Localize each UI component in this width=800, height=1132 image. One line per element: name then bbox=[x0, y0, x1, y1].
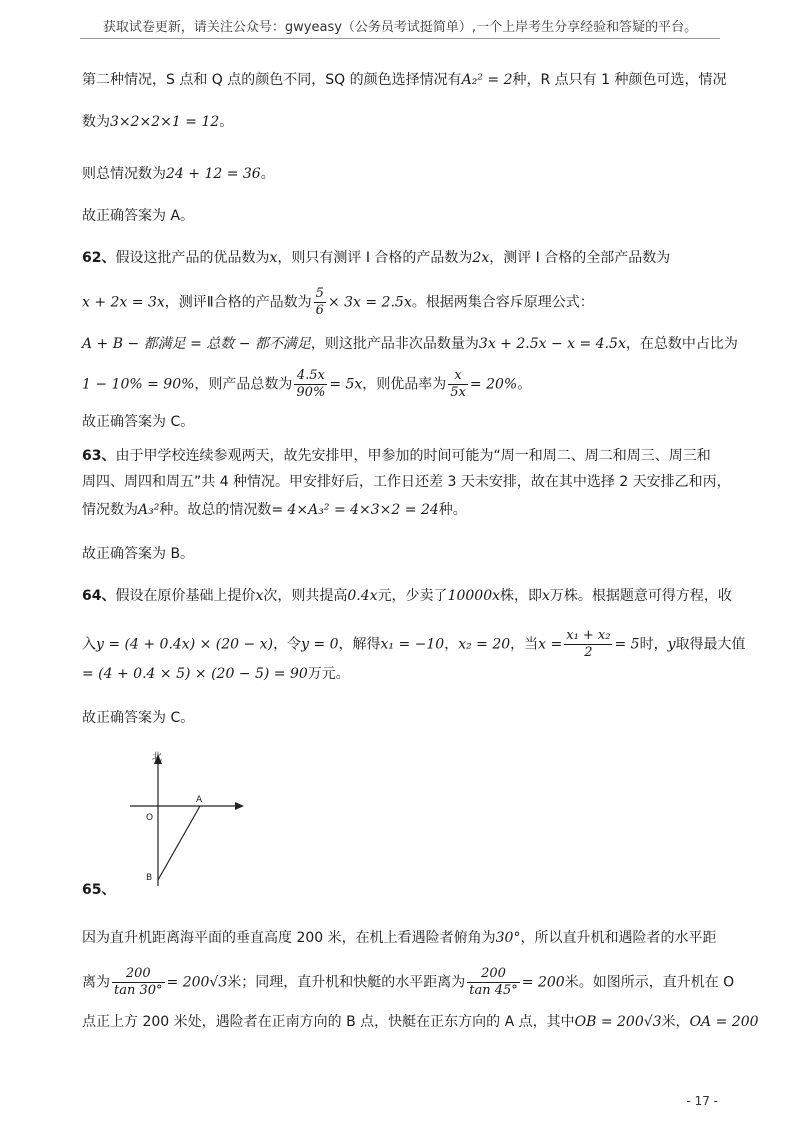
formula: y bbox=[667, 636, 676, 653]
fraction-numerator: x₁ + x₂ bbox=[566, 628, 611, 643]
formula: 30° bbox=[495, 930, 521, 946]
question-63-line bbox=[82, 446, 711, 466]
text: ，测评 Ⅰ 合格的全部产品数为 bbox=[489, 250, 671, 266]
text: ，当 bbox=[510, 636, 539, 653]
fraction-denominator: 5x bbox=[450, 385, 466, 400]
text: ，在总数中占比为 bbox=[625, 336, 738, 352]
text: 入 bbox=[82, 636, 96, 653]
question-65-line bbox=[82, 1012, 759, 1032]
text: 种，R 点只有 1 种颜色可选，情况 bbox=[512, 72, 727, 88]
formula: × 3x = 2.5x bbox=[327, 294, 412, 311]
fraction bbox=[448, 368, 468, 401]
question-65-line bbox=[82, 928, 716, 948]
text: 点正上方 200 米处，遇险者在正南方向的 B 点，快艇在正东方向的 A 点，其中 bbox=[82, 1014, 575, 1030]
fraction bbox=[112, 966, 165, 999]
text: 种。故总的情况数 bbox=[159, 502, 272, 518]
page-header: 获取试卷更新，请关注公众号：gwyeasy（公务员考试挺简单）,一个上岸考生分享经验和答疑的平台。 bbox=[102, 20, 698, 35]
text-line bbox=[82, 70, 727, 90]
fraction-numerator: 4.5x bbox=[294, 368, 327, 385]
text: 。 bbox=[260, 166, 275, 182]
page-number: - 17 - bbox=[686, 1094, 718, 1108]
text: 。 bbox=[517, 376, 532, 393]
formula: 3x + 2.5x − x = 4.5x bbox=[478, 336, 626, 352]
question-63-line bbox=[82, 500, 467, 520]
answer-line: 故正确答案为 C。 bbox=[82, 414, 195, 430]
formula: x = bbox=[538, 636, 563, 653]
segment-ab bbox=[158, 806, 200, 880]
question-65-line bbox=[82, 966, 734, 999]
fraction-denominator: 6 bbox=[315, 303, 324, 318]
question-62-line bbox=[82, 286, 594, 319]
text: 则总情况数为 bbox=[82, 166, 166, 182]
arrow-east-icon bbox=[235, 802, 244, 810]
fraction-denominator: 90% bbox=[296, 385, 326, 400]
formula: OA = 200 bbox=[689, 1014, 759, 1030]
text: 。 bbox=[219, 114, 234, 130]
text: ，令 bbox=[273, 636, 302, 653]
direction-diagram bbox=[120, 748, 250, 888]
point-b-label: B bbox=[146, 873, 153, 883]
fraction-numerator: x bbox=[448, 368, 468, 385]
text: ，测评Ⅱ合格的产品数为 bbox=[164, 294, 312, 311]
text: 假设在原价基础上提价 bbox=[115, 588, 256, 604]
formula: = 200√3 bbox=[166, 974, 228, 991]
north-label: 北 bbox=[152, 752, 162, 763]
formula: A + B − 都满足 = 总数 − 都不满足 bbox=[82, 336, 311, 352]
formula: OB = 200√3 bbox=[574, 1014, 662, 1030]
formula: x₁ = −10 bbox=[380, 636, 445, 653]
formula: 24 + 12 = 36 bbox=[166, 166, 261, 182]
formula: A₃² bbox=[138, 502, 160, 518]
answer-line: 故正确答案为 B。 bbox=[82, 546, 195, 562]
text: 由于甲学校连续参观两天，故先安排甲，甲参加的时间可能为“周一和周二、周二和周三、周三和 bbox=[115, 448, 711, 464]
formula: 0.4x bbox=[347, 588, 378, 604]
text: ， bbox=[444, 636, 459, 653]
formula: 10000x bbox=[447, 588, 500, 604]
question-64-line bbox=[82, 628, 746, 661]
fraction bbox=[314, 286, 326, 319]
text: 数为 bbox=[82, 114, 110, 130]
fraction-numerator: 200 bbox=[112, 966, 165, 983]
text: 情况数为 bbox=[82, 502, 138, 518]
answer-line: 故正确答案为 A。 bbox=[82, 208, 195, 224]
text-line bbox=[82, 164, 275, 184]
formula: = 20% bbox=[469, 376, 518, 393]
fraction bbox=[294, 368, 327, 401]
formula: 1 − 10% = 90% bbox=[82, 376, 195, 393]
question-number: 63、 bbox=[82, 448, 116, 464]
question-63-line: 周四、周四和周五”共 4 种情况。甲安排好后，工作日还差 3 天未安排，故在其中选择 2 天安排乙和丙， bbox=[82, 474, 731, 490]
fraction-numerator: 200 bbox=[467, 966, 520, 983]
formula: 3×2×2×1 = 12 bbox=[110, 114, 220, 130]
text: 时， bbox=[639, 636, 668, 653]
formula: = 4×A₃² = 4×3×2 = 24 bbox=[271, 502, 439, 518]
fraction-numerator: 5 bbox=[315, 286, 324, 301]
text: 假设这批产品的优品数为 bbox=[115, 250, 270, 266]
header-divider bbox=[80, 38, 720, 39]
formula: y = (4 + 0.4x) × (20 − x) bbox=[96, 636, 274, 653]
text: 米；同理，直升机和快艇的水平距离为 bbox=[227, 974, 466, 991]
text-line bbox=[82, 112, 233, 132]
text: 第二种情况，S 点和 Q 点的颜色不同，SQ 的颜色选择情况有 bbox=[82, 72, 462, 88]
question-number: 64、 bbox=[82, 588, 116, 604]
fraction bbox=[467, 966, 520, 999]
question-64-line bbox=[82, 664, 350, 684]
formula: = 5 bbox=[614, 636, 640, 653]
text: ，则这批产品非次品数量为 bbox=[310, 336, 479, 352]
formula: = 5x bbox=[329, 376, 363, 393]
text: 米。如图所示，直升机在 O bbox=[564, 974, 735, 991]
text: ，则产品总数为 bbox=[194, 376, 293, 393]
text: ，解得 bbox=[338, 636, 381, 653]
fraction-denominator: tan 30° bbox=[114, 983, 163, 998]
question-64-line bbox=[82, 586, 732, 606]
text: 次，则共提高 bbox=[263, 588, 348, 604]
question-number: 62、 bbox=[82, 250, 116, 266]
text: 株，即 bbox=[500, 588, 542, 604]
formula: y = 0 bbox=[301, 636, 339, 653]
text: ，所以直升机和遇险者的水平距 bbox=[520, 930, 717, 946]
fraction bbox=[564, 628, 612, 661]
text: 种。 bbox=[438, 502, 467, 518]
point-o-label: O bbox=[146, 813, 154, 823]
question-62-line bbox=[82, 334, 738, 354]
answer-line: 故正确答案为 C。 bbox=[82, 710, 195, 726]
formula: x bbox=[255, 588, 264, 604]
formula: = 200 bbox=[521, 974, 565, 991]
formula: = (4 + 0.4 × 5) × (20 − 5) = 90 bbox=[82, 666, 308, 682]
text: 米， bbox=[661, 1014, 690, 1030]
text: 万元。 bbox=[307, 666, 350, 682]
text: ，则只有测评 Ⅰ 合格的产品数为 bbox=[277, 250, 473, 266]
text: 离为 bbox=[82, 974, 110, 991]
text: 元，少卖了 bbox=[377, 588, 448, 604]
formula: x bbox=[542, 588, 550, 604]
text: 。根据两集合容斥原理公式： bbox=[411, 294, 594, 311]
question-number: 65、 bbox=[82, 882, 116, 898]
text: ，则优品率为 bbox=[362, 376, 447, 393]
text: 万株。根据题意可得方程，收 bbox=[549, 588, 732, 604]
formula: x bbox=[269, 250, 278, 266]
fraction-denominator: 2 bbox=[584, 645, 593, 660]
text: 因为直升机距离海平面的垂直高度 200 米，在机上看遇险者俯角为 bbox=[82, 930, 496, 946]
formula: x + 2x = 3x bbox=[82, 294, 165, 311]
fraction-denominator: tan 45° bbox=[469, 983, 518, 998]
question-62-line bbox=[82, 248, 670, 268]
text: 取得最大值 bbox=[675, 636, 746, 653]
formula: 2x bbox=[472, 250, 490, 266]
formula: A₂² = 2 bbox=[461, 72, 513, 88]
question-62-line bbox=[82, 368, 531, 401]
formula: x₂ = 20 bbox=[458, 636, 511, 653]
point-a-label: A bbox=[196, 795, 203, 805]
